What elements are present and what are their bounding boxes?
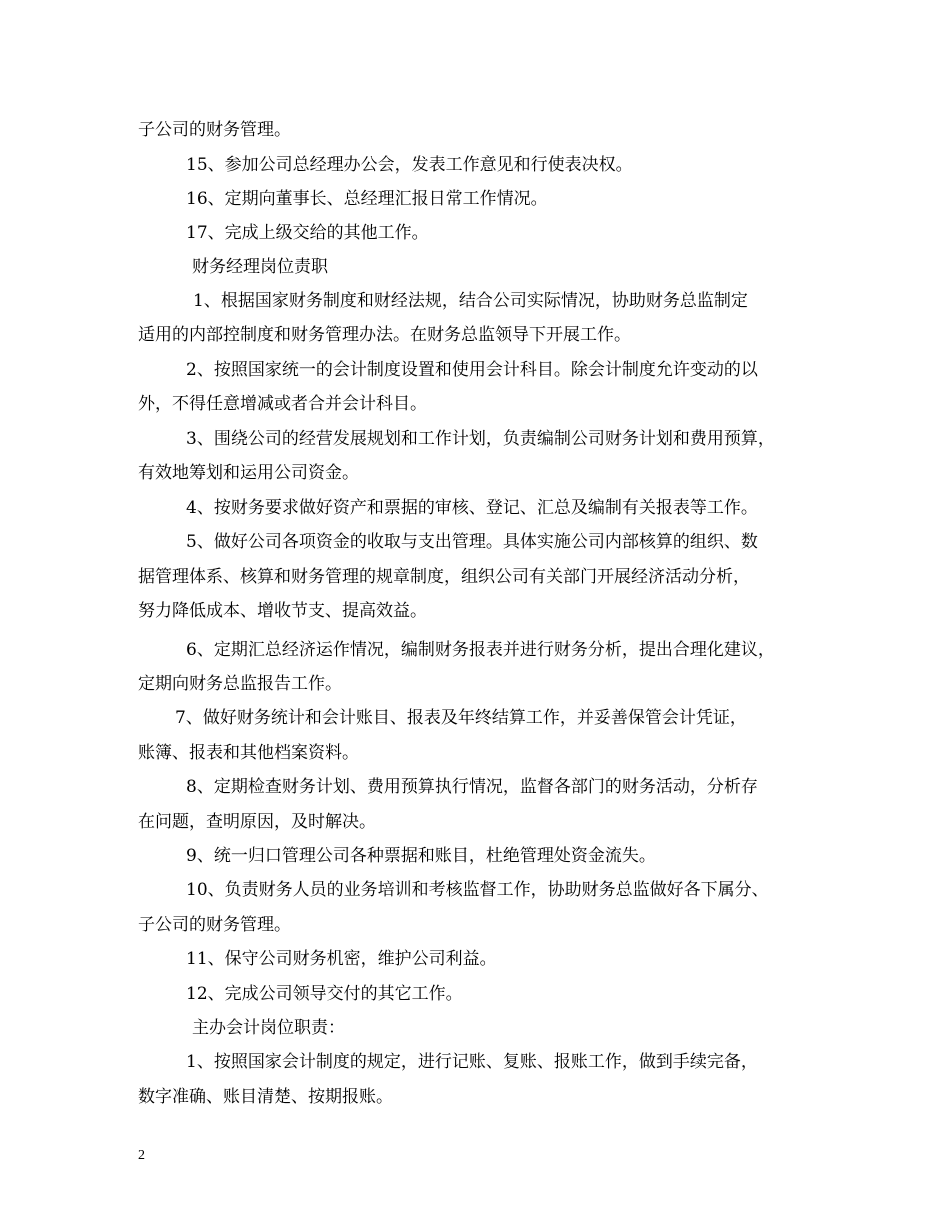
text-line: 子公司的财务管理。 xyxy=(138,120,291,140)
text-line: 15、参加公司总经理办公会，发表工作意见和行使表决权。 xyxy=(186,155,633,175)
text-line: 11、保守公司财务机密，维护公司利益。 xyxy=(186,949,497,969)
text-line: 子公司的财务管理。 xyxy=(138,915,291,935)
text-line: 2、按照国家统一的会计制度设置和使用会计科目。除会计制度允许变动的以 xyxy=(186,360,758,380)
text-line: 定期向财务总监报告工作。 xyxy=(138,674,342,694)
text-line: 6、定期汇总经济运作情况，编制财务报表并进行财务分析，提出合理化建议， xyxy=(186,640,775,660)
text-line: 努力降低成本、增收节支、提高效益。 xyxy=(138,601,427,621)
text-line: 4、按财务要求做好资产和票据的审核、登记、汇总及编制有关报表等工作。 xyxy=(186,498,758,518)
text-line: 账簿、报表和其他档案资料。 xyxy=(138,743,359,763)
text-line: 外，不得任意增减或者合并会计科目。 xyxy=(138,394,427,414)
section-heading: 主办会计岗位职责： xyxy=(192,1018,345,1038)
text-line: 适用的内部控制度和财务管理办法。在财务总监领导下开展工作。 xyxy=(138,325,631,345)
text-line: 17、完成上级交给的其他工作。 xyxy=(186,223,429,243)
text-line: 10、负责财务人员的业务培训和考核监督工作，协助财务总监做好各下属分、 xyxy=(186,880,769,900)
text-line: 16、定期向董事长、总经理汇报日常工作情况。 xyxy=(186,189,548,209)
text-line: 有效地筹划和运用公司资金。 xyxy=(138,463,359,483)
text-line: 在问题，查明原因，及时解决。 xyxy=(138,812,376,832)
text-line: 8、定期检查财务计划、费用预算执行情况，监督各部门的财务活动，分析存 xyxy=(186,777,758,797)
text-line: 1、按照国家会计制度的规定，进行记账、复账、报账工作，做到手续完备， xyxy=(186,1052,758,1072)
text-line: 5、做好公司各项资金的收取与支出管理。具体实施公司内部核算的组织、数 xyxy=(186,532,758,552)
text-line: 3、围绕公司的经营发展规划和工作计划，负责编制公司财务计划和费用预算， xyxy=(186,429,775,449)
text-line: 12、完成公司领导交付的其它工作。 xyxy=(186,984,463,1004)
section-heading: 财务经理岗位责职 xyxy=(192,257,328,277)
text-line: 据管理体系、核算和财务管理的规章制度，组织公司有关部门开展经济活动分析， xyxy=(138,567,750,587)
page-number: 2 xyxy=(138,1148,145,1163)
text-line: 1、根据国家财务制度和财经法规，结合公司实际情况，协助财务总监制定 xyxy=(193,291,748,311)
text-line: 9、统一归口管理公司各种票据和账目，杜绝管理处资金流失。 xyxy=(186,846,656,866)
text-line: 数字准确、账目清楚、按期报账。 xyxy=(138,1087,393,1107)
text-line: 7、做好财务统计和会计账目、报表及年终结算工作，并妥善保管会计凭证， xyxy=(175,708,747,728)
